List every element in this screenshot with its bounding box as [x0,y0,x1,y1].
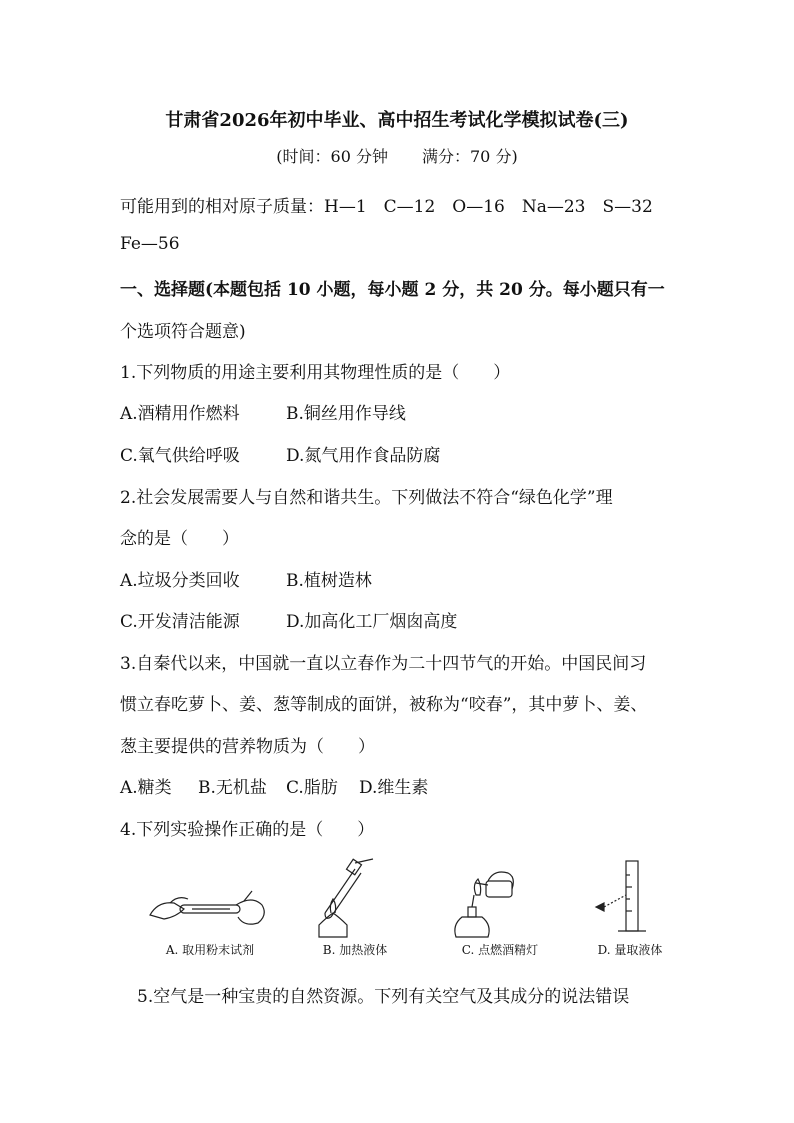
q1-options-row2 [120,441,440,466]
q5-stem: 5.空气是一种宝贵的自然资源。下列有关空气及其成分的说法错误 [137,987,630,1007]
q3-option-b: B.无机盐 [198,778,267,798]
q1-stem: 1.下列物质的用途主要利用其物理性质的是（ ） [120,363,511,383]
figure-d-caption: D. 量取液体 [597,943,663,957]
q3-option-c: C.脂肪 [286,778,338,798]
exam-info [0,144,794,167]
q1-options-row1 [120,399,406,424]
q3-stem-line2: 惯立春吃萝卜、姜、葱等制成的面饼，被称为“咬春”，其中萝卜、姜、 [120,695,648,715]
q2-stem-line1: 2.社会发展需要人与自然和谐共生。下列做法不符合“绿色化学”理 [120,488,613,508]
q2-stem-line2: 念的是（ ） [120,529,239,549]
atomic-masses-line2: Fe—56 [120,234,180,254]
q3-options [120,773,428,798]
q2-options-row2 [120,607,457,632]
q2-option-b: B.植树造林 [286,571,372,591]
alcohol-lamp-illustration [430,855,570,939]
figure-d [560,855,700,965]
q3-option-d: D.维生素 [359,778,429,798]
figure-a [140,855,280,965]
q1-option-d: D.氮气用作食品防腐 [286,446,441,466]
figure-a-caption: A. 取用粉末试剂 [165,943,255,957]
q3-stem-line3: 葱主要提供的营养物质为（ ） [120,737,375,757]
q1-option-a: A.酒精用作燃料 [120,404,240,424]
q4-figures [120,855,680,965]
figure-b [285,855,425,965]
q2-options-row1 [120,566,372,591]
section1-heading-cont: 个选项符合题意) [120,322,246,342]
page-title: 甘肃省2026年初中毕业、高中招生考试化学模拟试卷(三) [165,110,629,131]
graduated-cylinder-illustration [560,855,700,939]
figure-c [430,855,570,965]
figure-b-caption: B. 加热液体 [322,943,388,957]
q4-stem: 4.下列实验操作正确的是（ ） [120,820,375,840]
q3-stem-line1: 3.自秦代以来，中国就一直以立春作为二十四节气的开始。中国民间习 [120,654,647,674]
q2-option-d: D.加高化工厂烟囱高度 [286,612,458,632]
atomic-masses-line1: 可能用到的相对原子质量：H—1 C—12 O—16 Na—23 S—32 [120,197,653,217]
powder-reagent-illustration [140,855,280,939]
exam-score: 满分：70 分) [422,147,518,166]
heating-liquid-illustration [285,855,425,939]
q1-option-c: C.氧气供给呼吸 [120,446,240,466]
exam-time: (时间：60 分钟 [276,147,388,166]
q3-option-a: A.糖类 [120,778,172,798]
section1-heading: 一、选择题(本题包括 10 小题，每小题 2 分，共 20 分。每小题只有一 [120,280,665,300]
q2-option-a: A.垃圾分类回收 [120,571,240,591]
q1-option-b: B.铜丝用作导线 [286,404,406,424]
figure-c-caption: C. 点燃酒精灯 [461,943,539,957]
q2-option-c: C.开发清洁能源 [120,612,240,632]
